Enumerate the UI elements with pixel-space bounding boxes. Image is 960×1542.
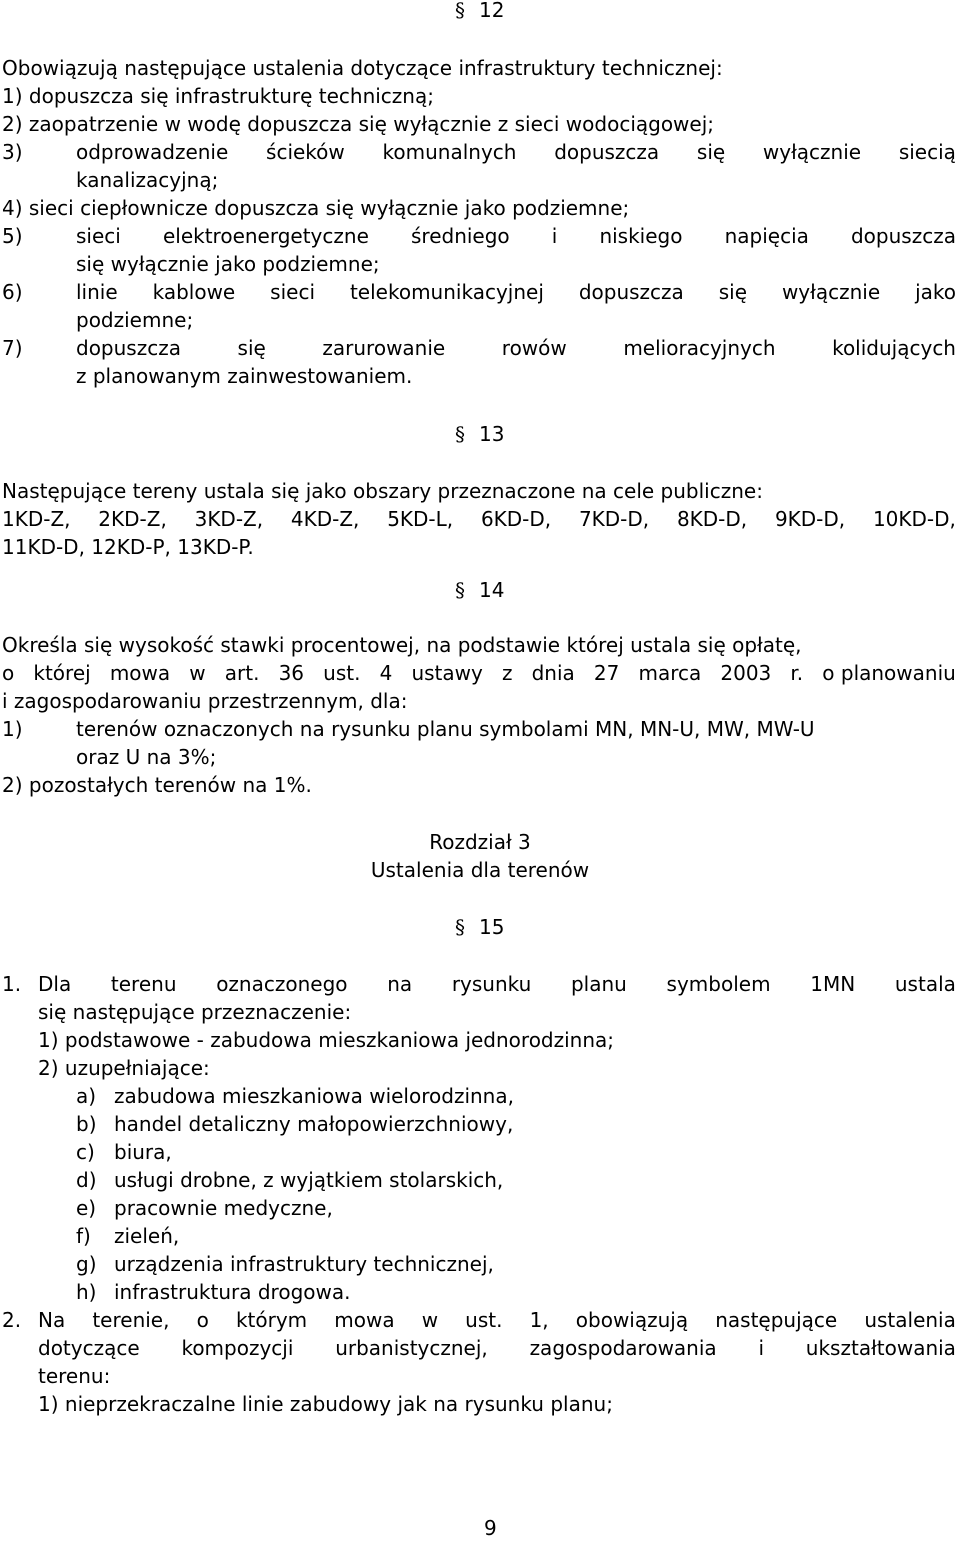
chapter-title: Rozdział 3 (429, 830, 531, 854)
list-subitem: a) zabudowa mieszkaniowa wielorodzinna, (76, 1084, 514, 1108)
section-heading-13 (455, 420, 504, 448)
section-sign: § (455, 422, 465, 446)
list-subitem: d) usługi drobne, z wyjątkiem stolarskich, (76, 1168, 504, 1192)
list-item-continuation: podziemne; (76, 308, 194, 332)
list-item: 4) sieci ciepłownicze dopuszcza się wyłącznie jako podziemne; (2, 196, 630, 220)
section-number: 14 (479, 578, 505, 602)
paragraph-line: Określa się wysokość stawki procentowej, na podstawie której ustala się opłatę, (2, 633, 802, 657)
section-number: 13 (479, 422, 505, 446)
paragraph-line: 11KD-D, 12KD-P, 13KD-P. (2, 535, 254, 559)
list-item: 1) podstawowe - zabudowa mieszkaniowa jednorodzinna; (38, 1028, 615, 1052)
list-item-continuation: kanalizacyjną; (76, 168, 219, 192)
list-item: 1) dopuszcza się infrastrukturę techniczną; (2, 84, 434, 108)
list-item-text: terenów oznaczonych na rysunku planu symbolami MN, MN-U, MW, MW-U (76, 717, 815, 741)
paragraph-continuation: terenu: (38, 1364, 111, 1388)
list-item-number: 3) (2, 140, 23, 164)
list-item-justified-line: odprowadzenie ścieków komunalnych dopuszcza się wyłącznie siecią (76, 140, 956, 164)
list-item-number: 1) (2, 717, 23, 741)
list-subitem: e) pracownie medyczne, (76, 1196, 333, 1220)
list-item-continuation: oraz U na 3%; (76, 745, 217, 769)
section-sign: § (455, 578, 465, 602)
section-heading-15 (455, 913, 504, 941)
list-subitem: h) infrastruktura drogowa. (76, 1280, 351, 1304)
paragraph-number: 2. (2, 1308, 22, 1332)
list-item-justified-line: linie kablowe sieci telekomunikacyjnej dopuszcza się wyłącznie jako (76, 280, 956, 304)
list-item: 1) nieprzekraczalne linie zabudowy jak na rysunku planu; (38, 1392, 613, 1416)
paragraph-justified-line: 1KD-Z, 2KD-Z, 3KD-Z, 4KD-Z, 5KD-L, 6KD-D, 7KD-D, 8KD-D, 9KD-D, 10KD-D, (2, 507, 956, 531)
paragraph-justified-line: dotyczące kompozycji urbanistycznej, zagospodarowania i ukształtowania (38, 1336, 956, 1360)
list-subitem: g) urządzenia infrastruktury technicznej, (76, 1252, 494, 1276)
list-subitem: b) handel detaliczny małopowierzchniowy, (76, 1112, 514, 1136)
chapter-subtitle: Ustalenia dla terenów (370, 858, 590, 882)
list-item-number: 6) (2, 280, 23, 304)
section-sign: § (455, 915, 465, 939)
list-item: 2) zaopatrzenie w wodę dopuszcza się wyłącznie z sieci wodociągowej; (2, 112, 715, 136)
list-item: 2) uzupełniające: (38, 1056, 210, 1080)
list-item-continuation: się wyłącznie jako podziemne; (76, 252, 380, 276)
section-heading-14 (455, 576, 504, 604)
section-sign: § (455, 0, 465, 22)
list-item-number: 7) (2, 336, 23, 360)
paragraph-justified-line: Na terenie, o którym mowa w ust. 1, obowiązują następujące ustalenia (38, 1308, 956, 1332)
paragraph-number: 1. (2, 972, 22, 996)
paragraph-justified-line: o której mowa w art. 36 ust. 4 ustawy z dnia 27 marca 2003 r. o planowaniu (2, 661, 956, 685)
paragraph-intro: Obowiązują następujące ustalenia dotyczące infrastruktury technicznej: (2, 56, 723, 80)
list-item-justified-line: dopuszcza się zarurowanie rowów melioracyjnych kolidujących (76, 336, 956, 360)
list-subitem: c) biura, (76, 1140, 172, 1164)
paragraph-continuation: się następujące przeznaczenie: (38, 1000, 352, 1024)
paragraph-line: i zagospodarowaniu przestrzennym, dla: (2, 689, 408, 713)
list-item-number: 5) (2, 224, 23, 248)
section-number: 15 (479, 915, 505, 939)
paragraph-line: Następujące tereny ustala się jako obszary przeznaczone na cele publiczne: (2, 479, 763, 503)
list-item: 2) pozostałych terenów na 1%. (2, 773, 312, 797)
section-heading-12 (455, 0, 504, 24)
list-item-justified-line: sieci elektroenergetyczne średniego i niskiego napięcia dopuszcza (76, 224, 956, 248)
section-number: 12 (479, 0, 505, 22)
page-number: 9 (484, 1516, 497, 1540)
paragraph-justified-line: Dla terenu oznaczonego na rysunku planu symbolem 1MN ustala (38, 972, 956, 996)
list-item-continuation: z planowanym zainwestowaniem. (76, 364, 413, 388)
list-subitem: f) zieleń, (76, 1224, 180, 1248)
